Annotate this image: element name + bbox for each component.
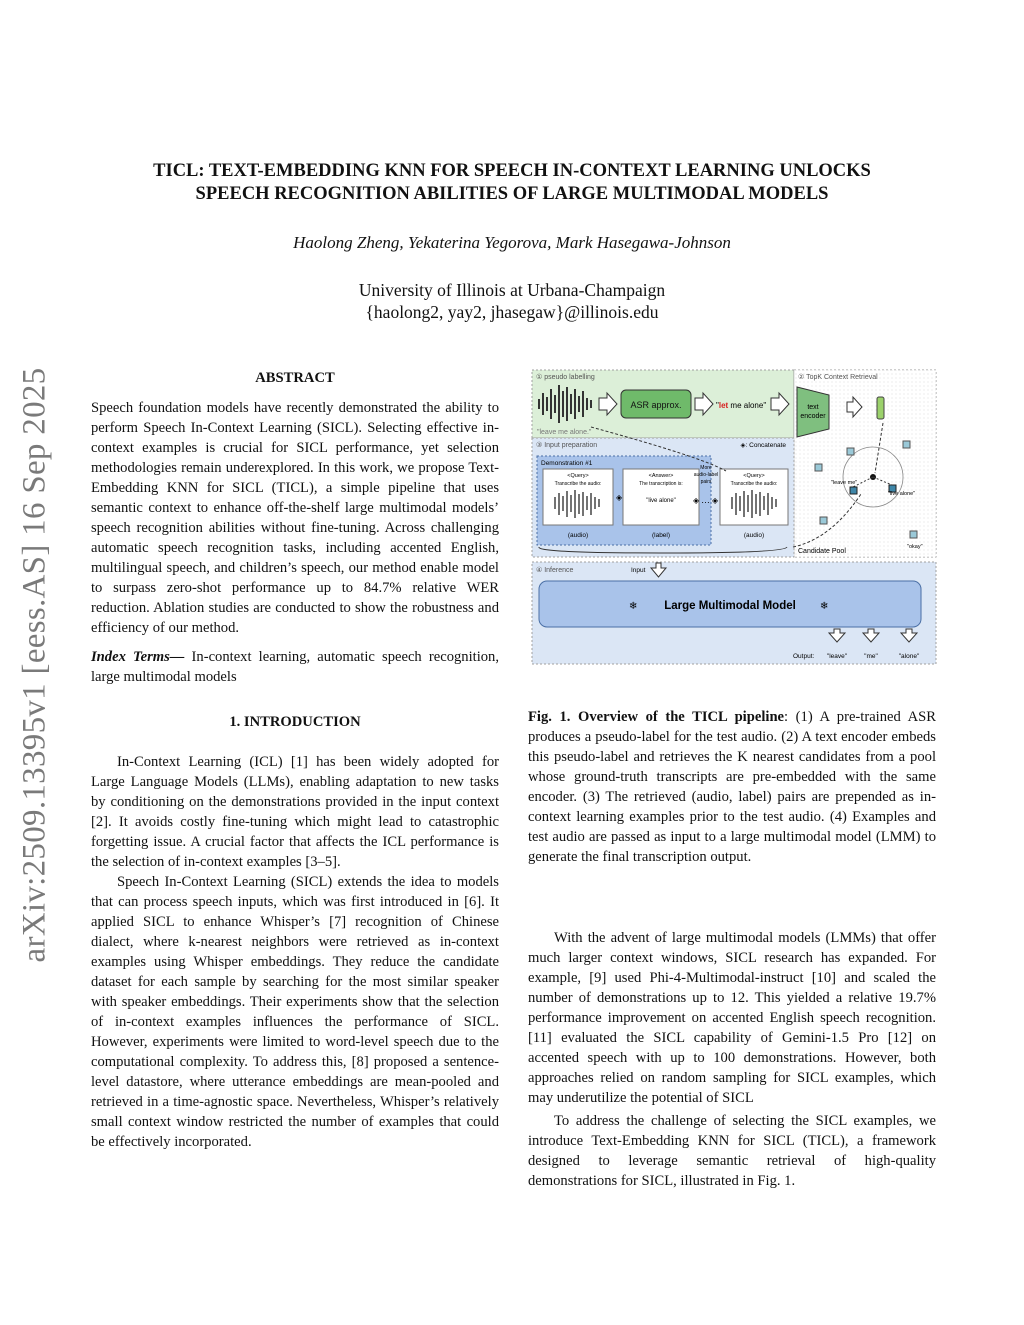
- candidate-point: [903, 441, 910, 448]
- candidate-point: [847, 448, 854, 455]
- title-line-2: SPEECH RECOGNITION ABILITIES OF LARGE MULTIMODAL MODELS: [195, 184, 829, 204]
- intro-heading: 1. INTRODUCTION: [229, 714, 361, 730]
- index-terms: [91, 647, 499, 687]
- pseudo-quote: ": [716, 401, 719, 410]
- candidate-point: [850, 487, 857, 494]
- affiliation-block: [100, 279, 924, 323]
- demo-query-prompt: Transcribe the audio:: [554, 481, 602, 487]
- demo-audio-tag: (audio): [567, 532, 589, 539]
- embedding-vector-icon: [877, 397, 884, 419]
- intro-paragraph-1: In-Context Learning (ICL) [1] has been widely adopted for Large Language Models (LLMs), enabling adaptation to new tasks by conditioning on the demonstrations provided in the input context [2]. It avoids costly fine-tuning which might lead to catastrophic forgetting issue. A crucial factor that affects the ICL performance is the selection of in-context examples [3–5].: [91, 754, 499, 870]
- more-pairs-line-1: More: [700, 465, 712, 471]
- index-terms-text: In-context learning, automatic speech recognition, large multimodal models: [91, 649, 499, 685]
- section-3-label: ③ Input preparation: [536, 442, 598, 449]
- test-query-prompt: Transcribe the audio:: [730, 481, 778, 487]
- left-column: [91, 368, 499, 1152]
- candidate-label-live-alone: "live alone": [888, 491, 916, 497]
- section-2-label: ② TopK Context Retrieval: [798, 374, 878, 381]
- lmm-label: Large Multimodal Model: [664, 600, 796, 612]
- concat-icon: ◈: [712, 496, 719, 505]
- candidate-label-okay: "okay": [907, 544, 923, 550]
- concat-icon: ◈: [693, 496, 700, 505]
- caption-body: : (1) A pre-trained ASR produces a pseudo-label for the test audio. (2) A text encoder embeds this pseudo-label and retrieves the K nearest candidates from a pool whose ground-truth transcripts are pre-embedded with the same encoder. (3) The retrieved (audio, label) pairs are prepended as in-context learning examples prior to the test audio. (4) Examples and test audio are passed as input to a large multimodal model (LMM) to generate the final transcription output.: [528, 709, 936, 865]
- demo-answer-tag: <Answer>: [648, 473, 674, 479]
- demo-answer-text: "live alone": [646, 498, 676, 504]
- concatenate-legend: ◈: Concatenate: [740, 442, 786, 449]
- candidate-point: [910, 531, 917, 538]
- text-encoder-label-1: text: [807, 404, 819, 411]
- section-4-label: ④ Inference: [536, 567, 574, 574]
- output-label: Output:: [793, 653, 815, 660]
- affiliation: University of Illinois at Urbana-Champaign: [358, 280, 666, 300]
- pseudo-error-word: let: [718, 401, 729, 410]
- caption-label: Fig. 1: [528, 709, 567, 725]
- output-word-1: "leave": [826, 653, 848, 660]
- right-column: [528, 928, 936, 1191]
- more-pairs-line-2: audio-label: [693, 472, 719, 478]
- caption-title: Overview of the TICL pipeline: [578, 709, 785, 725]
- index-terms-label: Index Terms—: [91, 649, 185, 665]
- arxiv-sidebar: [0, 357, 70, 972]
- test-audio-tag: (audio): [743, 532, 765, 539]
- pipeline-diagram: [531, 369, 937, 666]
- demo-query-tag: <Query>: [567, 473, 589, 479]
- candidate-label-leave-me: "leave me": [831, 480, 858, 486]
- concat-icon: ◈: [616, 493, 623, 502]
- input-label: Input: [631, 567, 646, 574]
- authors: Haolong Zheng, Yekaterina Yegorova, Mark Hasegawa-Johnson: [293, 233, 731, 252]
- demonstration-label: Demonstration #1: [541, 460, 593, 467]
- snowflake-icon: ❄: [820, 601, 829, 612]
- ground-truth-text: "leave me alone.": [537, 429, 592, 436]
- figure-caption: [528, 707, 936, 867]
- abstract-heading: ABSTRACT: [255, 370, 335, 386]
- ellipsis-icon: …: [701, 495, 710, 505]
- pseudo-rest: me alone": [728, 401, 767, 410]
- candidate-point: [815, 464, 822, 471]
- intro-paragraph-2: Speech In-Context Learning (SICL) extends the idea to models that can process speech inputs, which was first introduced in [6]. It applied SICL to enhance Whisper’s [7] recognition of Chinese dialect, where k-nearest neighbors were retrieved as in-context examples using Whisper embeddings. They reduce the candidate dataset for each sample by searching for the most similar speaker with speaker embeddings. Their experiments show that the selection of in-context examples influences the performance of SICL. However, experiments were limited to word-level speech due to the computational complexity. To address this, [8] proposed a sentence-level datastore, where utterance embeddings are mean-pooled and retrieved in a time-agnostic space. Nevertheless, Whisper’s relatively small context window restricted the number of examples that could be effectively incorporated.: [91, 874, 499, 1150]
- output-word-3: "alone": [898, 653, 920, 660]
- more-pairs-line-3: pairs: [700, 479, 712, 485]
- right-paragraph-1: With the advent of large multimodal models (LMMs) that offer much larger context windows, SICL research has expanded. For example, [9] used Phi-4-Multimodal-instruct [10] and scaled the number of demonstrations up to 12. This yielded a relative 19.7% performance improvement on accented English speech recognition. [11] evaluated the SICL capability of Gemini-1.5 Pro [12] on accented speech with up to 100 demonstrations. However, both approaches relied on random sampling for SICL examples, which may underutilize the potential of SICL: [528, 930, 936, 1106]
- emails: {haolong2, yay2, jhasegaw}@illinois.edu: [365, 302, 659, 322]
- caption-text: Fig. 1. Overview of the TICL pipeline: (1) A pre-trained ASR produces a pseudo-label for the test audio. (2) A text encoder embeds this pseudo-label and retrieves the K nearest candidates from a pool whose ground-truth transcripts are pre-embedded with the same encoder. (3) The retrieved (audio, label) pairs are prepended as in-context learning examples prior to the test audio. (4) Examples and test audio are passed as input to a large multimodal model (LMM) to generate the final transcription output.: [528, 709, 936, 865]
- pipeline-figure: [531, 369, 937, 666]
- abstract-text: Speech foundation models have recently demonstrated the ability to perform Speech In-Context Learning (SICL). Selecting effective in-context examples is crucial for SICL performance, yet selection methodologies remain underexplored. In this work, we propose Text-Embedding KNN for SICL (TICL), a simple pipeline that uses semantic context to enhance off-the-shelf large multimodal models’ speech recognition abilities without fine-tuning. Across challenging automatic speech recognition tasks, including accented English, multilingual speech, and children’s speech, our method enable model to surpass zero-shot performance up to 84.7% relative WER reduction. Ablation studies are conducted to show the robustness and efficiency of our method.: [91, 400, 499, 636]
- arxiv-id: arXiv:2509.13395v1 [eess.AS] 16 Sep 2025: [16, 367, 53, 962]
- section-1-label: ① pseudo labelling: [536, 374, 595, 381]
- paper-title: [100, 160, 924, 206]
- demo-label-tag: (label): [651, 532, 671, 539]
- pseudo-label-text: [716, 401, 766, 410]
- text-encoder-label-2: encoder: [800, 413, 826, 420]
- asr-box-label: ASR approx.: [630, 400, 682, 410]
- test-query-tag: <Query>: [743, 473, 765, 479]
- snowflake-icon: ❄: [629, 601, 638, 612]
- right-paragraph-2: To address the challenge of selecting the SICL examples, we introduce Text-Embedding KNN for SICL (TICL), a framework designed to leverage semantic retrieval of high-quality demonstrations for SICL, illustrated in Fig. 1.: [528, 1113, 936, 1189]
- title-line-1: TICL: TEXT-EMBEDDING KNN FOR SPEECH IN-CONTEXT LEARNING UNLOCKS: [153, 161, 871, 181]
- candidate-point: [820, 517, 827, 524]
- demo-answer-prompt: The transcription is:: [639, 481, 683, 487]
- text-encoder-shape: [797, 387, 829, 437]
- output-word-2: "me": [864, 653, 878, 660]
- candidate-pool-label: Candidate Pool: [798, 548, 846, 555]
